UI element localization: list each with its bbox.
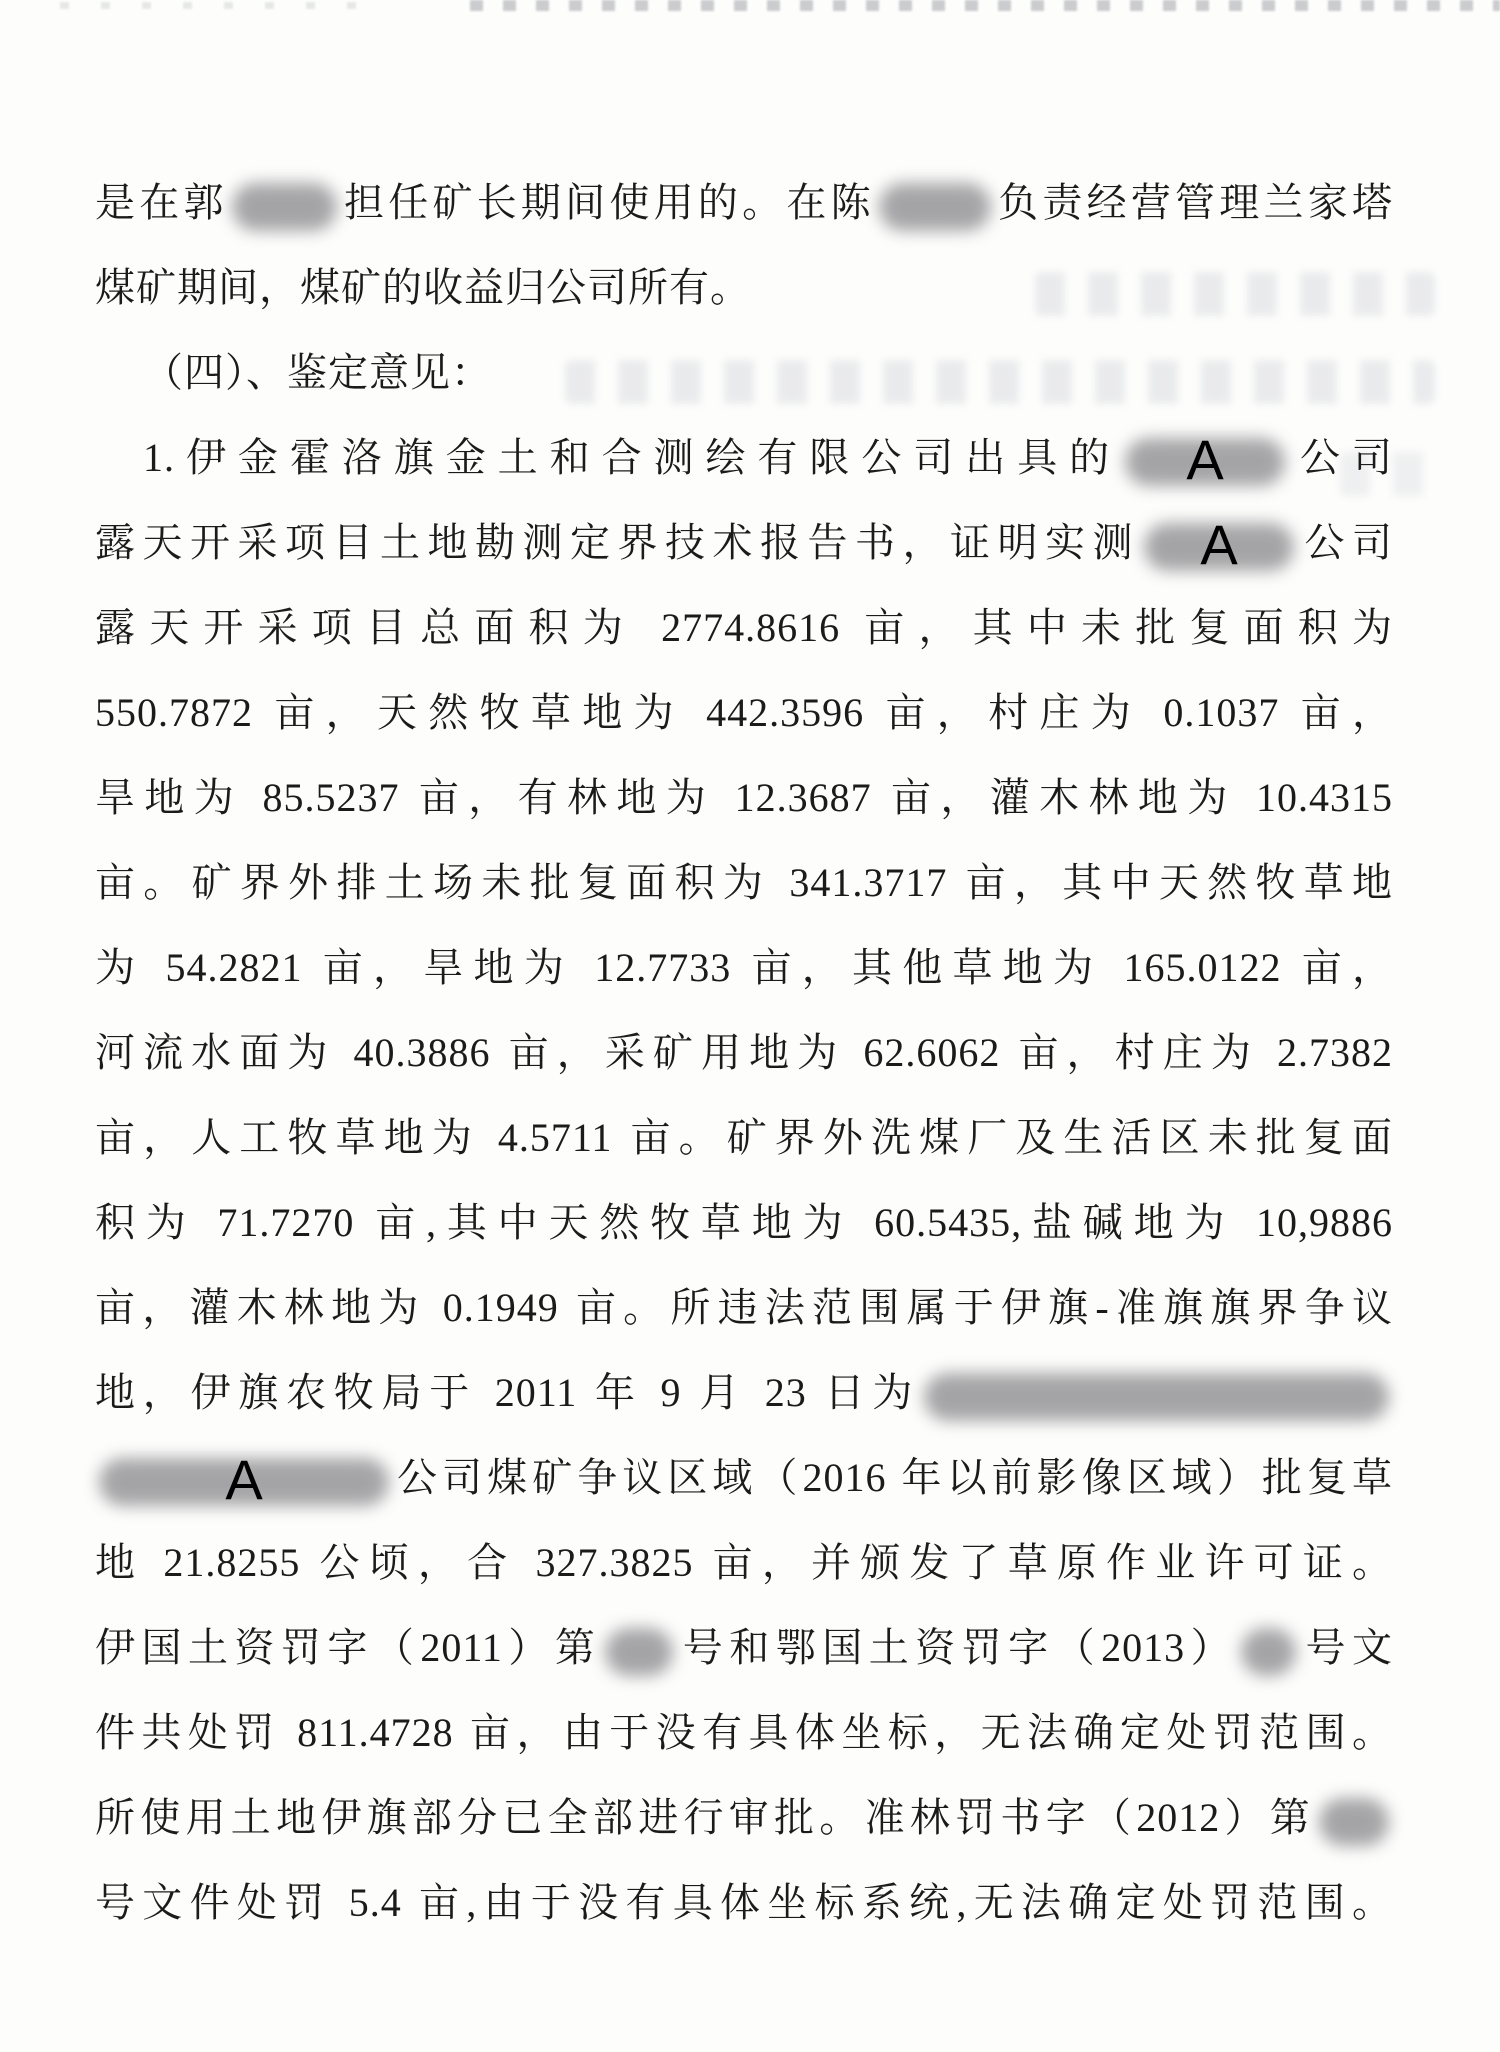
text-segment: 旱地为 85.5237 亩，有林地为 12.3687 亩，灌木林地为 10.4315 — [95, 775, 1393, 820]
scan-edge-artifact — [60, 2, 360, 9]
text-line — [95, 670, 1393, 755]
redaction-blur — [605, 1628, 673, 1676]
text-segment: （四）、鉴定意见： — [143, 350, 492, 395]
redaction-overlay-letter: A — [1200, 512, 1238, 576]
text-line — [95, 1265, 1393, 1350]
text-segment: 担任矿长期间使用的。在陈 — [340, 180, 875, 225]
text-line — [95, 415, 1393, 500]
text-segment: 号文件处罚 5.4 亩,由于没有具体坐标系统,无法确定处罚范围。 — [95, 1880, 1393, 1925]
text-line — [95, 1605, 1393, 1690]
text-line — [95, 1180, 1393, 1265]
text-segment: 公司 — [1289, 435, 1394, 480]
text-segment: 伊国土资罚字（2011）第 — [95, 1625, 602, 1670]
text-segment: 件共处罚 811.4728 亩，由于没有具体坐标，无法确定处罚范围。 — [95, 1710, 1393, 1755]
text-line — [95, 160, 1393, 245]
text-segment: 煤矿期间，煤矿的收益归公司所有。 — [95, 265, 751, 310]
text-segment: 是在郭 — [95, 180, 228, 225]
text-line — [95, 500, 1393, 585]
text-segment: 公司 — [1298, 520, 1393, 565]
text-line — [95, 1520, 1393, 1605]
text-segment: 亩。矿界外排土场未批复面积为 341.3717 亩，其中天然牧草地 — [95, 860, 1393, 905]
text-segment: 公司煤矿争议区域（2016 年以前影像区域）批复草 — [393, 1455, 1393, 1500]
redaction-blur-with-label — [99, 1447, 389, 1511]
text-line — [95, 1350, 1393, 1435]
text-segment: 露天开采项目土地勘测定界技术报告书，证明实测 — [95, 520, 1140, 565]
redaction-blur — [232, 183, 337, 231]
text-segment: 积为 71.7270 亩,其中天然牧草地为 60.5435,盐碱地为 10,9886 — [95, 1200, 1393, 1245]
redaction-blur-with-label — [1144, 512, 1294, 576]
text-segment: 露天开采项目总面积为 2774.8616 亩，其中未批复面积为 — [95, 605, 1393, 650]
text-line — [95, 245, 1393, 330]
text-line — [95, 1435, 1393, 1520]
text-line — [95, 330, 1393, 415]
scan-edge-artifact — [470, 0, 1500, 11]
redaction-smudge — [605, 1628, 673, 1676]
redaction-overlay-letter: A — [225, 1447, 263, 1511]
text-segment: 号文 — [1300, 1625, 1394, 1670]
redaction-smudge — [1241, 1628, 1296, 1676]
text-segment: 550.7872 亩，天然牧草地为 442.3596 亩，村庄为 0.1037 亩， — [95, 690, 1393, 735]
redaction-blur — [924, 1373, 1389, 1421]
text-segment: 1.伊金霍洛旗金土和合测绘有限公司出具的 — [143, 435, 1122, 480]
text-segment: 河流水面为 40.3886 亩，采矿用地为 62.6062 亩，村庄为 2.7382 — [95, 1030, 1393, 1075]
redaction-overlay-letter: A — [1186, 427, 1224, 491]
text-segment: 地 21.8255 公顷，合 327.3825 亩，并颁发了草原作业许可证。 — [95, 1540, 1393, 1585]
text-line — [95, 840, 1393, 925]
text-line — [95, 1010, 1393, 1095]
redaction-blur — [879, 183, 991, 231]
document-body — [95, 160, 1393, 1945]
text-segment: 地，伊旗农牧局于 2011 年 9 月 23 日为 — [95, 1370, 920, 1415]
redaction-smudge — [924, 1373, 1389, 1421]
redaction-blur-with-label — [1125, 427, 1285, 491]
redaction-smudge — [879, 183, 991, 231]
redaction-smudge — [1319, 1798, 1389, 1846]
redaction-blur — [1241, 1628, 1296, 1676]
text-line — [95, 1095, 1393, 1180]
text-line — [95, 1690, 1393, 1775]
text-line — [95, 1775, 1393, 1860]
text-segment: 亩，灌木林地为 0.1949 亩。所违法范围属于伊旗-准旗旗界争议 — [95, 1285, 1393, 1330]
text-segment: 所使用土地伊旗部分已全部进行审批。准林罚书字（2012）第 — [95, 1795, 1315, 1840]
text-line — [95, 1860, 1393, 1945]
text-line — [95, 585, 1393, 670]
text-line — [95, 925, 1393, 1010]
text-segment: 亩，人工牧草地为 4.5711 亩。矿界外洗煤厂及生活区未批复面 — [95, 1115, 1393, 1160]
redaction-blur — [1319, 1798, 1389, 1846]
redaction-smudge — [232, 183, 337, 231]
text-line — [95, 755, 1393, 840]
text-segment: 号和鄂国土资罚字（2013） — [677, 1625, 1238, 1670]
text-segment: 负责经营管理兰家塔 — [994, 180, 1394, 225]
text-segment: 为 54.2821 亩，旱地为 12.7733 亩，其他草地为 165.0122 亩， — [95, 945, 1393, 990]
